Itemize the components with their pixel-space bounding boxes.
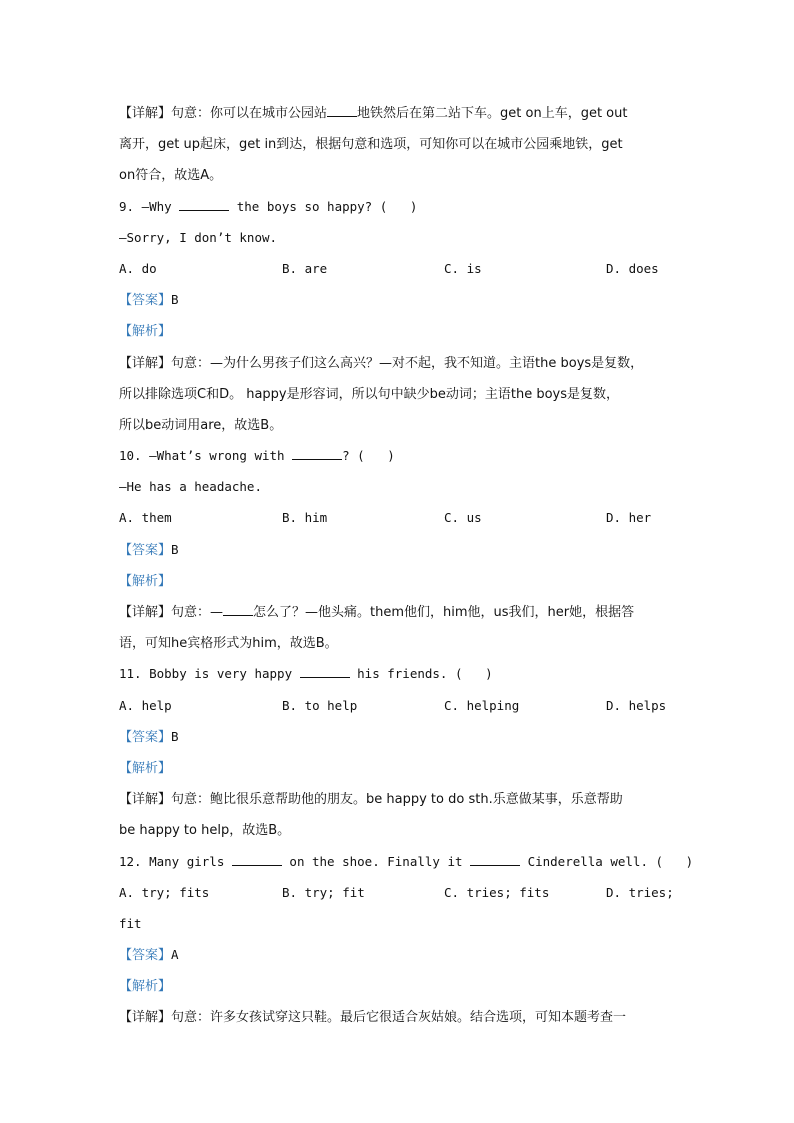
- section-label: 【解析】: [119, 760, 172, 776]
- text-segment: 离开，get up起床，get in到达，根据句意和选项，可知你可以在城市公园乘地铁，get: [119, 137, 623, 153]
- text-segment: 所以排除选项C和D。 happy是形容词，所以句中缺少be动词；主语the boys是复数，: [119, 386, 620, 402]
- section-label: 【答案】: [119, 948, 172, 964]
- question-line: [119, 662, 679, 693]
- detail-line: [119, 818, 679, 849]
- text-segment: fit: [119, 915, 142, 931]
- answer-blank: [223, 601, 253, 616]
- option-a: A. try; fits: [119, 884, 210, 900]
- question-line: [119, 444, 679, 475]
- document-page: [119, 101, 694, 1037]
- option-b: B. are: [282, 260, 328, 276]
- analysis-line: [119, 974, 679, 1005]
- question-line: [119, 850, 694, 881]
- section-label: 【解析】: [119, 573, 172, 589]
- answer-blank: [300, 663, 350, 678]
- section-label: 【详解】: [119, 605, 172, 620]
- option-b: B. to help: [282, 697, 358, 713]
- detail-line: [119, 631, 679, 662]
- text-segment: Cinderella well. ( ): [520, 853, 694, 869]
- text-segment: 句意：—为什么男孩子们这么高兴？—对不起，我不知道。主语the boys是复数，: [171, 355, 644, 371]
- option-d: D. helps: [606, 697, 667, 713]
- options-line: [119, 257, 679, 288]
- text-segment: B: [171, 292, 179, 308]
- section-label: 【解析】: [119, 979, 172, 995]
- answer-line: [119, 943, 679, 974]
- option-c: C. us: [444, 510, 482, 526]
- question-line: [119, 475, 679, 506]
- section-label: 【详解】: [119, 355, 172, 371]
- detail-line: [119, 787, 679, 818]
- text-segment: 句意：你可以在城市公园站: [171, 106, 328, 121]
- section-label: 【详解】: [119, 792, 172, 808]
- text-segment: B: [171, 541, 179, 557]
- detail-line: [119, 1005, 679, 1036]
- option-b: B. try; fit: [282, 884, 365, 900]
- section-label: 【详解】: [119, 1010, 172, 1026]
- section-label: 【答案】: [119, 729, 172, 745]
- options-line: [119, 881, 679, 912]
- text-segment: B: [171, 728, 179, 744]
- text-segment: on符合，故选A。: [119, 168, 223, 184]
- question-line: [119, 226, 679, 257]
- text-segment: 怎么了？—他头痛。them他们，him他，us我们，her她，根据答: [253, 605, 635, 620]
- section-label: 【答案】: [119, 542, 172, 558]
- section-label: 【详解】: [119, 106, 172, 121]
- text-segment: 句意：许多女孩试穿这只鞋。最后它很适合灰姑娘。结合选项，可知本题考查一: [171, 1010, 627, 1026]
- answer-blank: [179, 196, 229, 211]
- option-b: B. him: [282, 510, 328, 526]
- detail-line: [119, 413, 679, 444]
- text-segment: ? ( ): [342, 448, 395, 464]
- detail-line: [119, 600, 679, 631]
- text-segment: —Sorry, I don’t know.: [119, 229, 278, 245]
- option-c: C. is: [444, 260, 482, 276]
- detail-line: [119, 132, 679, 163]
- text-segment: on the shoe. Finally it: [281, 853, 471, 869]
- text-segment: 12. Many girls: [119, 853, 232, 869]
- section-label: 【答案】: [119, 293, 172, 309]
- text-segment: 地铁然后在第二站下车。get on上车，get out: [357, 106, 628, 121]
- detail-line: [119, 351, 679, 382]
- analysis-line: [119, 756, 679, 787]
- text-segment: —He has a headache.: [119, 479, 262, 495]
- options-line: [119, 506, 679, 537]
- detail-line: [119, 101, 679, 132]
- section-label: 【解析】: [119, 324, 172, 340]
- text-segment: 10. —What’s wrong with: [119, 448, 293, 464]
- text-segment: 9. —Why: [119, 198, 180, 214]
- detail-line: [119, 163, 679, 194]
- question-line: [119, 195, 679, 226]
- option-d: D. does: [606, 260, 659, 276]
- option-d: D. her: [606, 510, 652, 526]
- text-segment: be happy to help，故选B。: [119, 823, 291, 839]
- answer-line: [119, 725, 679, 756]
- options-line: [119, 694, 679, 725]
- question-line: [119, 912, 679, 943]
- answer-blank: [232, 851, 282, 866]
- text-segment: 句意：鲍比很乐意帮助他的朋友。be happy to do sth.乐意做某事，乐意帮助: [171, 792, 623, 808]
- text-segment: 语，可知he宾格形式为him，故选B。: [119, 636, 338, 652]
- text-segment: A: [171, 947, 179, 963]
- text-segment: his friends. ( ): [349, 666, 493, 682]
- option-a: A. help: [119, 697, 172, 713]
- analysis-line: [119, 569, 679, 600]
- answer-blank: [327, 102, 357, 117]
- answer-line: [119, 538, 679, 569]
- option-a: A. do: [119, 260, 157, 276]
- option-a: A. them: [119, 510, 172, 526]
- answer-line: [119, 288, 679, 319]
- option-c: C. tries; fits: [444, 884, 550, 900]
- text-segment: 所以be动词用are，故选B。: [119, 417, 283, 433]
- option-d: D. tries;: [606, 884, 674, 900]
- answer-blank: [470, 851, 520, 866]
- text-segment: 11. Bobby is very happy: [119, 666, 300, 682]
- answer-blank: [292, 445, 342, 460]
- option-c: C. helping: [444, 697, 520, 713]
- detail-line: [119, 382, 679, 413]
- text-segment: the boys so happy? ( ): [229, 198, 418, 214]
- analysis-line: [119, 319, 679, 350]
- text-segment: 句意：—: [171, 605, 224, 620]
